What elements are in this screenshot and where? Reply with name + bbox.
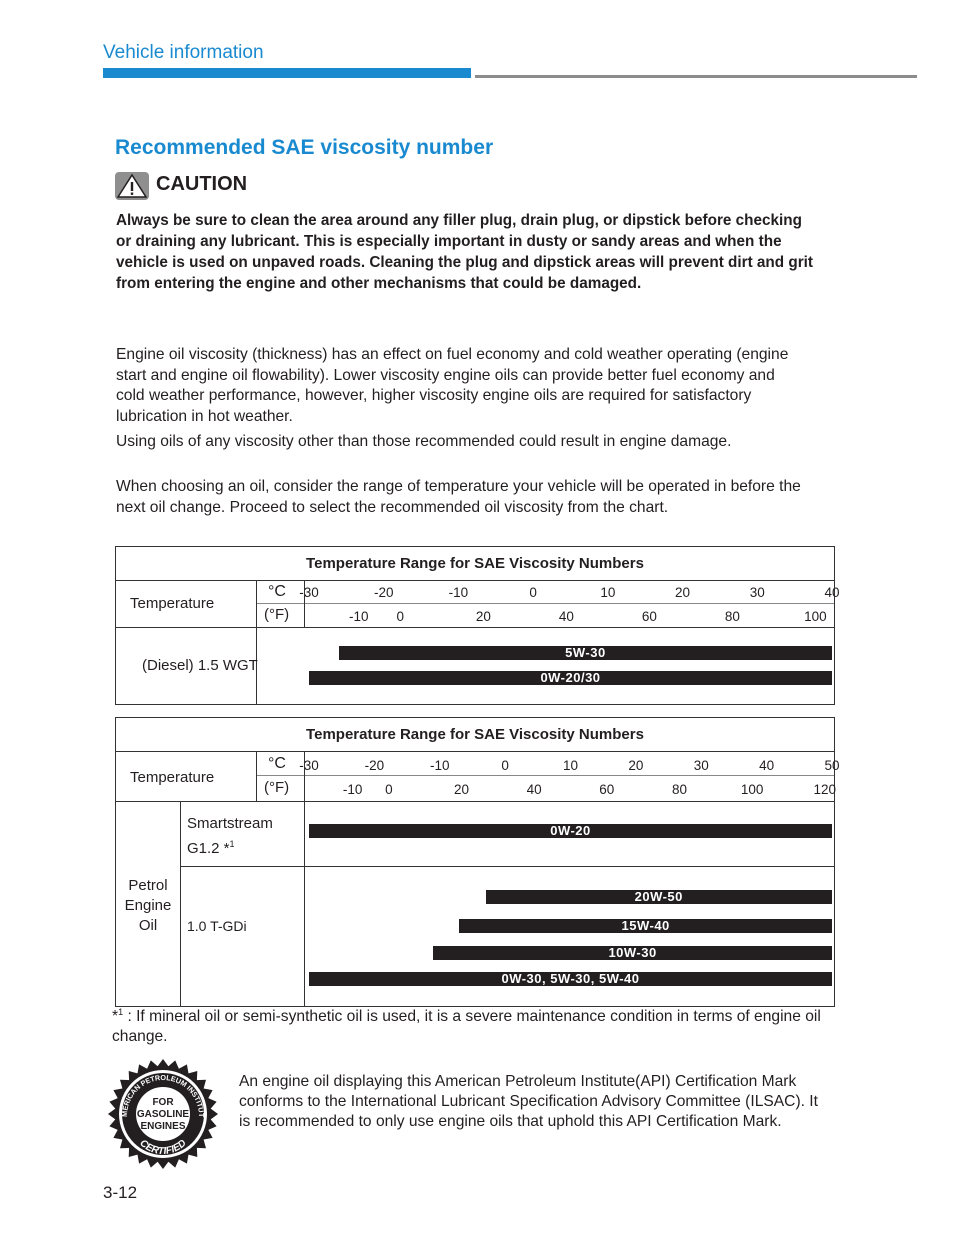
fahrenheit-tick: 20 — [454, 782, 470, 797]
temperature-label: Temperature — [130, 769, 215, 786]
fahrenheit-label: (°F) — [264, 779, 290, 796]
fahrenheit-tick: 120 — [813, 782, 836, 797]
celsius-label: °C — [268, 755, 286, 772]
footnote — [112, 1002, 822, 1047]
viscosity-bar: 5W-30 — [339, 646, 832, 660]
fahrenheit-tick: 80 — [724, 609, 740, 624]
celsius-tick: 20 — [628, 758, 644, 773]
logo-center-line-2: GASOLINE — [136, 1109, 190, 1120]
caution-heading: CAUTION — [156, 173, 248, 195]
celsius-tick: 20 — [675, 585, 691, 600]
engine-label-smartstream: Smartstream G1.2 *$^1$ — [187, 815, 273, 857]
header-rule-blue — [103, 68, 471, 78]
divider — [180, 801, 181, 1006]
logo-center-line-3: ENGINES — [140, 1121, 186, 1132]
celsius-tick: 10 — [562, 758, 579, 773]
petrol-group-label: Petrol Engine Oil — [124, 877, 172, 934]
celsius-tick: -30 — [299, 758, 319, 773]
logo-center-line-1: FOR — [152, 1097, 174, 1108]
page-number: 3-12 — [103, 1183, 138, 1202]
engine-label-tgdi: 1.0 T-GDi — [187, 918, 247, 934]
divider — [256, 775, 834, 776]
footnote-sup: 1 — [118, 1007, 124, 1017]
fahrenheit-label: (°F) — [264, 606, 290, 623]
viscosity-chart-diesel — [115, 546, 840, 705]
warning-triangle-icon — [115, 172, 149, 200]
caution-text: Always be sure to clean the area around any filler plug, drain plug, or dipstick before checking or draining any lubricant. This is especially important in dusty or sandy areas and when the vehicle is used on unpaved roads. Cleaning the plug and dipstick areas will prevent dirt and grit from entering the engine and other mechanisms that could be damaged. — [116, 212, 814, 292]
fahrenheit-tick: 100 — [740, 782, 764, 797]
header-rule-gray — [475, 75, 917, 78]
celsius-tick: 0 — [501, 758, 509, 773]
celsius-tick: -10 — [429, 758, 450, 773]
viscosity-bar: 10W-30 — [433, 946, 832, 960]
viscosity-bar: 15W-40 — [459, 919, 832, 933]
logo-top-text: MERICAN PETROLEUM INSTITUT — [119, 1072, 207, 1118]
fahrenheit-tick: 40 — [558, 609, 574, 624]
celsius-tick: 30 — [693, 758, 709, 773]
viscosity-bar: 20W-50 — [486, 890, 832, 904]
section-title: Recommended SAE viscosity number — [115, 136, 494, 159]
celsius-tick: 0 — [529, 585, 537, 600]
fahrenheit-tick: 80 — [671, 782, 687, 797]
viscosity-bar: 0W-20 — [309, 824, 832, 838]
fahrenheit-tick: 40 — [526, 782, 542, 797]
viscosity-chart-petrol — [115, 717, 840, 1007]
api-certification-mark — [107, 1058, 219, 1175]
fahrenheit-tick: -10 — [349, 609, 369, 624]
divider — [256, 603, 834, 604]
divider — [256, 751, 257, 801]
divider — [116, 801, 834, 802]
celsius-tick: -30 — [299, 585, 319, 600]
chart-title: Temperature Range for SAE Viscosity Numbers — [306, 555, 644, 572]
divider — [116, 627, 834, 628]
fahrenheit-tick: 0 — [385, 782, 393, 797]
body-paragraph-3: When choosing an oil, consider the range of temperature your vehicle will be operated in before the next oil change. Proceed to select the recommended oil viscosity from the chart. — [116, 478, 801, 516]
celsius-tick: 50 — [824, 758, 840, 773]
body-paragraph-1: Engine oil viscosity (thickness) has an effect on fuel economy and cold weather operating (engine start and engine oil flowability). Lower viscosity engine oils can provide better fuel economy and cold weather performance, however, higher viscosity engine oils are required for satisfactory lubrication in hot weather. — [116, 346, 789, 425]
celsius-label: °C — [268, 583, 286, 600]
divider — [304, 751, 305, 1006]
viscosity-bar: 0W-30, 5W-30, 5W-40 — [309, 972, 832, 986]
fahrenheit-tick: 60 — [641, 609, 657, 624]
celsius-tick: 40 — [824, 585, 840, 600]
celsius-tick: -20 — [373, 585, 394, 600]
fahrenheit-tick: 60 — [599, 782, 615, 797]
viscosity-bar: 0W-20/30 — [309, 671, 832, 685]
celsius-tick: 40 — [759, 758, 775, 773]
fahrenheit-tick: 100 — [804, 609, 827, 624]
header-title: Vehicle information — [103, 42, 264, 63]
api-description: An engine oil displaying this American Petroleum Institute(API) Certification Mark conforms to the International Lubricant Specification Advisory Committee (ILSAC). It is recommended to only use engine oils that uphold this API Certification Mark. — [239, 1073, 818, 1130]
footnote-text: : If mineral oil or semi-synthetic oil is used, it is a severe maintenance condition in terms of engine oil change. — [112, 1008, 821, 1046]
engine-label-diesel: (Diesel) 1.5 WGT — [142, 657, 258, 674]
body-paragraph-2: Using oils of any viscosity other than those recommended could result in engine damage. — [116, 433, 732, 450]
divider — [256, 580, 257, 704]
celsius-tick: -10 — [448, 585, 469, 600]
fahrenheit-tick: -10 — [342, 782, 363, 797]
fahrenheit-tick: 0 — [396, 609, 405, 624]
footnote-mark: * — [112, 1008, 119, 1026]
divider — [116, 580, 834, 581]
fahrenheit-tick: 20 — [475, 609, 491, 624]
chart-title: Temperature Range for SAE Viscosity Numbers — [306, 726, 644, 743]
divider — [116, 751, 834, 752]
logo-bottom-text: CERTIFIED — [137, 1137, 189, 1158]
celsius-tick: 10 — [600, 585, 616, 600]
temperature-label: Temperature — [130, 595, 215, 612]
divider — [180, 866, 834, 867]
celsius-tick: 30 — [749, 585, 765, 600]
celsius-tick: -20 — [364, 758, 385, 773]
